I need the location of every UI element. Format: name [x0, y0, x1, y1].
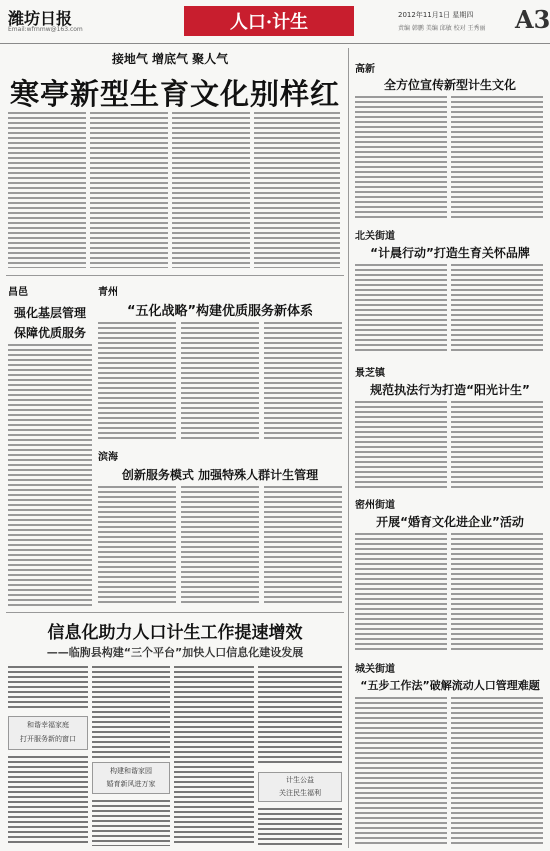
feature-text-5 [174, 666, 254, 846]
feature-text-3 [92, 666, 170, 758]
beiguan-text-1 [355, 264, 447, 354]
sidebar-box-2-sub: 婚育新风进万家 [106, 780, 156, 788]
lead-text-column-1 [8, 112, 86, 268]
story-title-changyi-2: 保障优质服务 [14, 326, 87, 340]
feature-text-4 [92, 800, 170, 846]
edition-credits: 责编 韩鹏 美编 邱敏 校对 王秀丽 [398, 25, 486, 32]
jingzhi-text-1 [355, 401, 447, 489]
mizhou-text-1 [355, 533, 447, 653]
feature-text-7 [258, 808, 342, 846]
story-tag-binhai: 滨海 [98, 452, 118, 463]
story-tag-qingzhou: 青州 [98, 287, 118, 298]
feature-text-1 [8, 666, 88, 710]
lead-text-column-3 [172, 112, 250, 268]
lead-text-column-4 [254, 112, 340, 268]
gaoxin-text-2 [451, 96, 543, 220]
changyi-text [8, 344, 92, 606]
binhai-text-2 [181, 486, 259, 606]
binhai-text-3 [264, 486, 342, 606]
qingzhou-text-2 [181, 322, 259, 440]
gaoxin-text-1 [355, 96, 447, 220]
sidebar-box-1-title: 和谐幸福家庭 [27, 721, 69, 729]
masthead-email: Email:wfrnmw@163.com [8, 26, 83, 33]
story-title-changyi-1: 强化基层管理 [14, 306, 87, 320]
page-number: A3 [515, 5, 550, 34]
story-title-qingzhou: “五化战略”构建优质服务新体系 [126, 304, 314, 319]
jingzhi-text-2 [451, 401, 543, 489]
sidebar-box-2-title: 构建和谐家园 [110, 767, 152, 775]
section-divider [6, 275, 344, 276]
mizhou-text-2 [451, 533, 543, 653]
section-title: 人口·计生 [229, 12, 309, 33]
chengguan-text-2 [451, 697, 543, 845]
story-tag-chengguan: 城关街道 [355, 664, 395, 675]
feature-text-2 [8, 756, 88, 846]
story-title-beiguan: “计晨行动”打造生育关怀品牌 [370, 246, 530, 260]
story-title-gaoxin: 全方位宣传新型计生文化 [383, 78, 516, 92]
story-title-mizhou: 开展“婚育文化进企业”活动 [376, 515, 524, 529]
column-divider [348, 48, 349, 848]
sidebar-box-3-title: 计生公益 [286, 776, 314, 784]
feature-text-6 [258, 666, 342, 766]
feature-headline: 信息化助力人口计生工作提速增效 [47, 623, 303, 643]
qingzhou-text-3 [264, 322, 342, 440]
beiguan-text-2 [451, 264, 543, 354]
issue-date: 2012年11月1日 星期四 [398, 11, 474, 19]
page-header [0, 0, 550, 44]
story-title-binhai: 创新服务模式 加强特殊人群计生管理 [121, 468, 319, 482]
qingzhou-text-1 [98, 322, 176, 440]
story-tag-changyi: 昌邑 [8, 287, 28, 298]
feature-divider [6, 612, 344, 613]
story-title-chengguan: “五步工作法”破解流动人口管理难题 [360, 679, 540, 692]
story-tag-gaoxin: 高新 [355, 64, 375, 75]
feature-subtitle: ——临朐县构建“三个平台”加快人口信息化建设发展 [46, 646, 304, 659]
story-tag-jingzhi: 景芝镇 [355, 368, 385, 379]
lead-kicker: 接地气 增底气 聚人气 [111, 52, 229, 66]
binhai-text-1 [98, 486, 176, 606]
sidebar-box-3-sub: 关注民生福利 [279, 789, 321, 797]
lead-text-column-2 [90, 112, 168, 268]
chengguan-text-1 [355, 697, 447, 845]
masthead: 潍坊日报 [8, 9, 73, 28]
story-title-jingzhi: 规范执法行为打造“阳光计生” [370, 383, 530, 397]
sidebar-box-1-sub: 打开服务新的窗口 [20, 735, 76, 743]
story-tag-mizhou: 密州街道 [355, 500, 395, 511]
lead-headline: 寒亭新型生育文化别样红 [10, 77, 341, 111]
story-tag-beiguan: 北关街道 [355, 231, 395, 242]
